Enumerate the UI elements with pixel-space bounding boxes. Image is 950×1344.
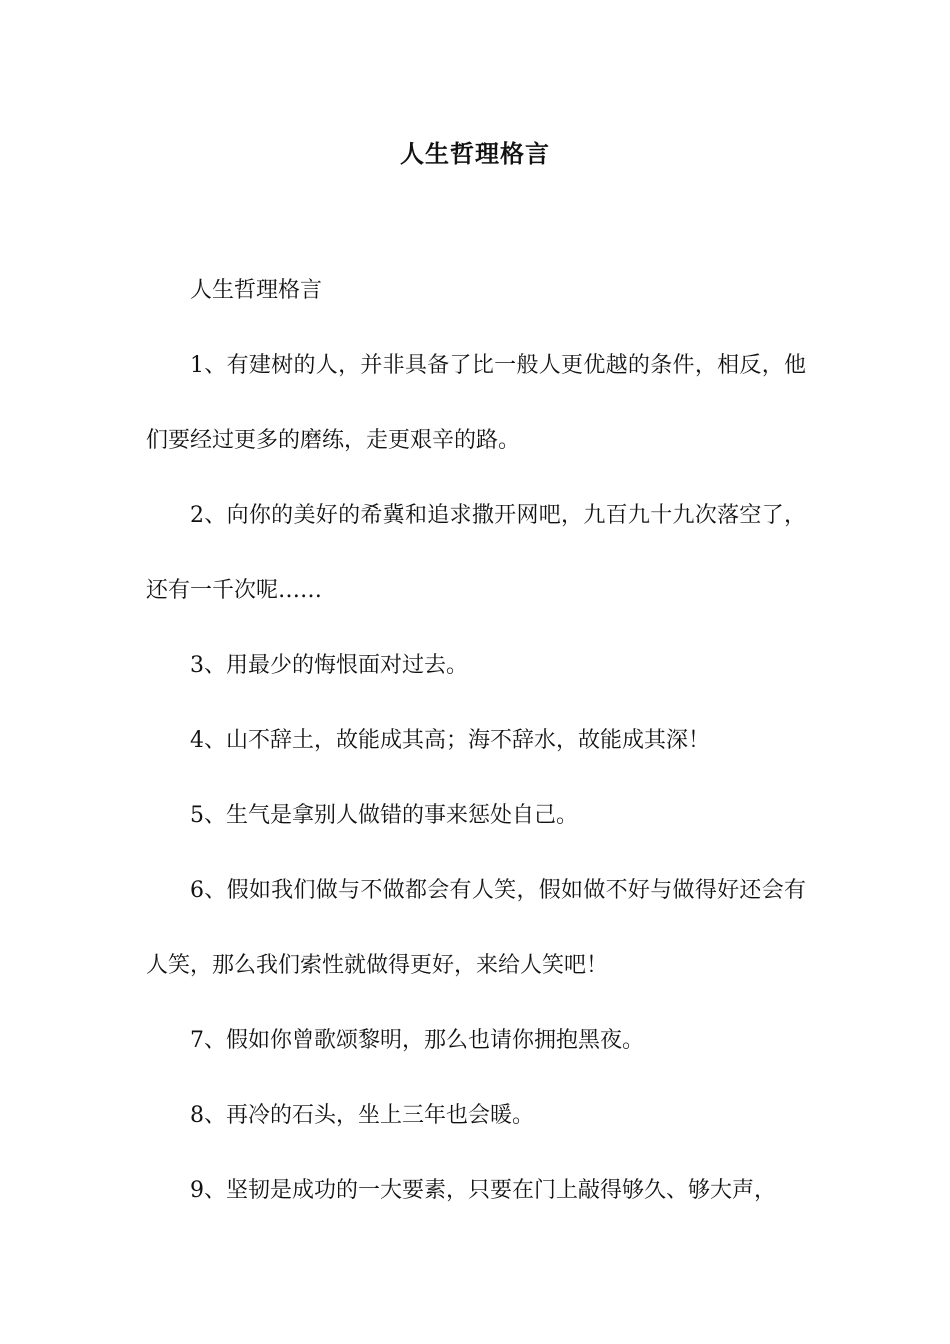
paragraph-quote-8: 8、再冷的石头，坐上三年也会暖。 [190, 1103, 534, 1128]
paragraph-heading: 人生哲理格言 [190, 278, 323, 303]
paragraph-quote-2: 2、向你的美好的希冀和追求撒开网吧，九百九十九次落空了，还有一千次呢…… [146, 503, 806, 603]
document-body [146, 253, 806, 1228]
paragraph-quote-7: 7、假如你曾歌颂黎明，那么也请你拥抱黑夜。 [190, 1028, 644, 1053]
paragraph-quote-1: 1、有建树的人，并非具备了比一般人更优越的条件，相反，他们要经过更多的磨练，走更艰辛的路。 [146, 353, 806, 453]
paragraph-quote-6: 6、假如我们做与不做都会有人笑，假如做不好与做得好还会有人笑，那么我们索性就做得更好，来给人笑吧！ [146, 878, 806, 978]
paragraph-quote-4: 4、山不辞土，故能成其高；海不辞水，故能成其深！ [190, 728, 710, 753]
paragraph-quote-3: 3、用最少的悔恨面对过去。 [190, 653, 468, 678]
paragraph-quote-9: 9、坚韧是成功的一大要素，只要在门上敲得够久、够大声， [190, 1178, 776, 1203]
paragraph-quote-5: 5、生气是拿别人做错的事来惩处自己。 [190, 803, 578, 828]
document-title: 人生哲理格言 [400, 139, 550, 168]
